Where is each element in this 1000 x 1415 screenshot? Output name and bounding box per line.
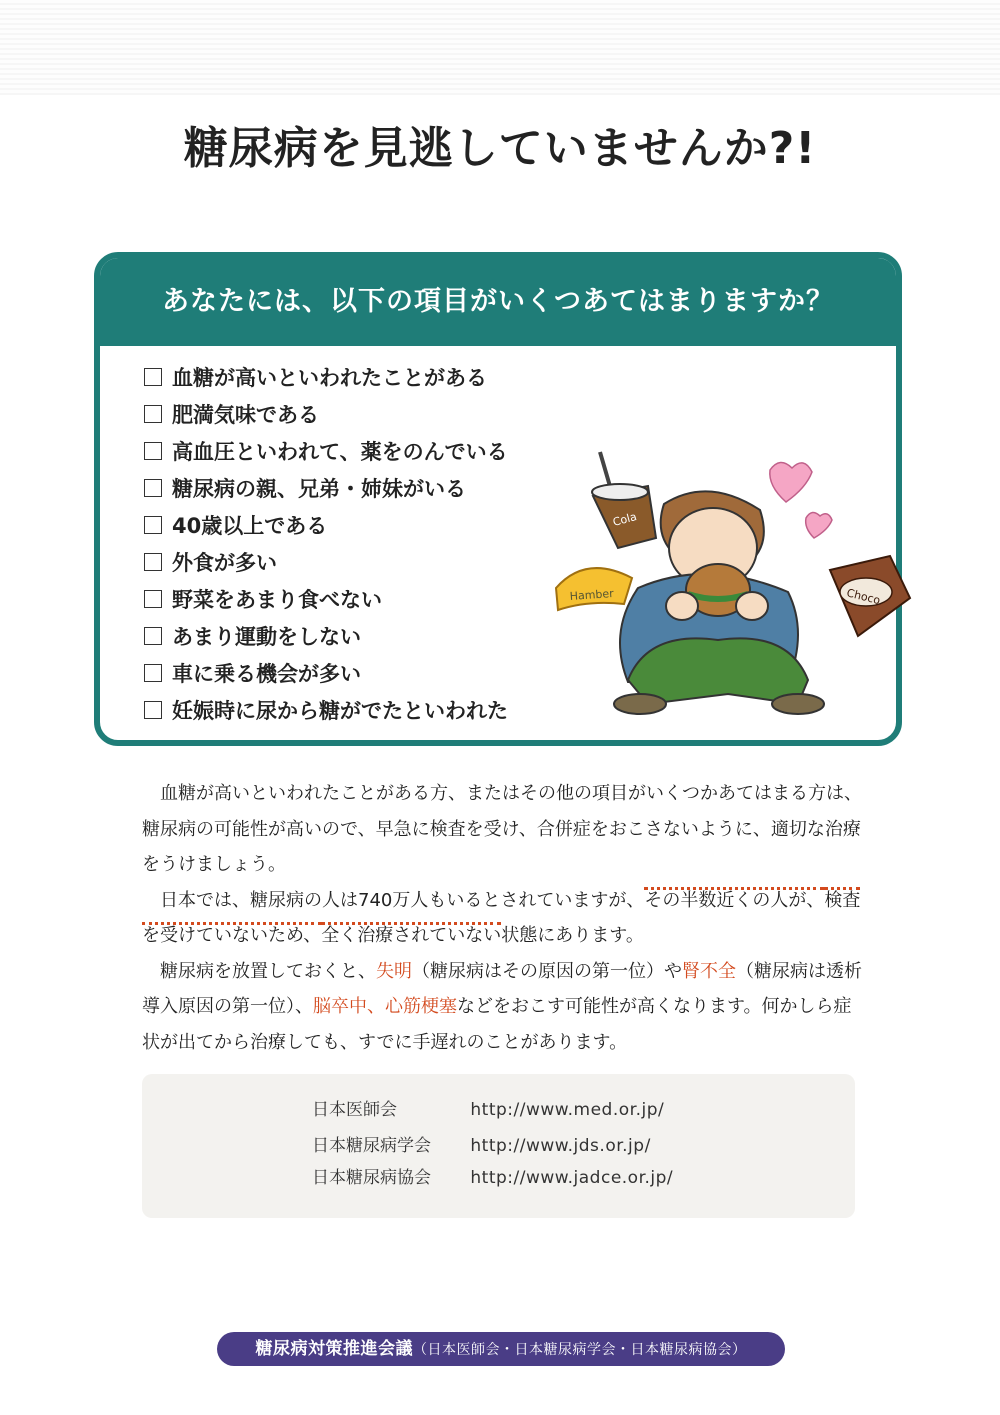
checklist-item-label: 血糖が高いといわれたことがある [172, 365, 487, 390]
checklist-item [144, 580, 508, 617]
heart-icon [770, 462, 812, 502]
checklist-item-label: 高血圧といわれて、薬をのんでいる [172, 439, 508, 464]
cola-label: Cola [611, 510, 639, 529]
checklist-item [144, 691, 508, 728]
checklist-item [144, 395, 508, 432]
org-name: 日本糖尿病協会 [312, 1168, 431, 1188]
checklist-item-label: 40歳以上である [172, 513, 328, 538]
highlight-text: 腎不全 [682, 960, 736, 982]
highlight-text: 脳卒中、心筋梗塞 [313, 996, 457, 1017]
checklist-item [144, 654, 508, 691]
paragraph-1: 血糖が高いといわれたことがある方、またはその他の項目がいくつかあてはまる方は、糖尿病の可能性が高いので、早急に検査を受け、合併症をおこさないように、適切な治療をうけましょう。 [142, 783, 862, 875]
hamburger-label: Hamber [569, 586, 615, 603]
org-link[interactable]: http://www.jadce.or.jp/ [470, 1168, 674, 1188]
checkbox[interactable] [144, 701, 162, 719]
top-stripe-band [0, 0, 1000, 95]
heart-icon [806, 512, 832, 538]
org-link[interactable]: http://www.jds.or.jp/ [470, 1136, 651, 1156]
hamburger-icon [556, 568, 632, 610]
text-run: 糖尿病を放置しておくと、 [160, 960, 376, 982]
links-box [142, 1074, 855, 1218]
emphasis-text: 検査を受けていないため、 [142, 887, 860, 947]
text-run: 日本では、糖尿病の人は740万人もいるとされていますが、 [160, 889, 645, 911]
page-title: 糖尿病を見逃していませんか?! [183, 123, 817, 174]
link-row [312, 1094, 664, 1126]
checkbox[interactable] [144, 553, 162, 571]
checkbox[interactable] [144, 664, 162, 682]
checklist-item-label: 妊娠時に尿から糖がでたといわれた [172, 698, 508, 723]
choco-bag-icon [830, 556, 910, 636]
checklist-item-label: あまり運動をしない [172, 624, 361, 649]
text-run: などをおこす可能性が高くなります。何かしら症状が出てから治療しても、すでに手遅れのことがあります。 [142, 996, 852, 1053]
text-run: （糖尿病はその原因の第一位）や [412, 960, 682, 982]
checklist-item-label: 野菜をあまり食べない [172, 587, 382, 612]
text-run: 状態にあります。 [501, 925, 644, 946]
checklist-item [144, 543, 508, 580]
checklist-item-label: 外食が多い [172, 550, 277, 575]
highlight-text: 失明 [376, 960, 412, 982]
overeating-boy-illustration [548, 448, 913, 728]
checkbox[interactable] [144, 405, 162, 423]
checkbox[interactable] [144, 627, 162, 645]
checkbox[interactable] [144, 479, 162, 497]
checklist-item [144, 358, 508, 395]
text-run: （糖尿病は透析導入原因の第一位）、 [142, 960, 862, 1017]
checklist [144, 358, 508, 728]
checklist-item [144, 617, 508, 654]
link-row [312, 1130, 651, 1162]
checklist-item [144, 432, 508, 469]
checklist-heading: あなたには、以下の項目がいくつあてはまりますか？ [100, 258, 896, 346]
checklist-item [144, 506, 508, 543]
org-name: 日本糖尿病学会 [312, 1136, 431, 1156]
checklist-item-label: 糖尿病の親、兄弟・姉妹がいる [172, 476, 466, 501]
checklist-item-label: 車に乗る機会が多い [172, 661, 361, 686]
body-text [142, 776, 862, 1060]
paragraph-3 [142, 954, 862, 1061]
footer-badge [217, 1332, 785, 1366]
checkbox[interactable] [144, 442, 162, 460]
choco-label: Choco [845, 586, 882, 608]
link-row [312, 1162, 673, 1194]
paragraph-2 [142, 883, 862, 954]
footer-members: （日本医師会・日本糖尿病学会・日本糖尿病協会） [413, 1342, 747, 1358]
checkbox[interactable] [144, 590, 162, 608]
org-link[interactable]: http://www.med.or.jp/ [470, 1100, 665, 1120]
footer-org-name: 糖尿病対策推進会議 [255, 1339, 413, 1359]
emphasis-text: その半数近くの人が、 [644, 887, 824, 911]
emphasis-text: 全く治療されていない [321, 922, 501, 946]
checklist-item-label: 肥満気味である [172, 402, 319, 427]
org-name: 日本医師会 [312, 1100, 397, 1120]
checkbox[interactable] [144, 368, 162, 386]
checkbox[interactable] [144, 516, 162, 534]
checklist-item [144, 469, 508, 506]
cola-cup-icon [592, 452, 656, 548]
